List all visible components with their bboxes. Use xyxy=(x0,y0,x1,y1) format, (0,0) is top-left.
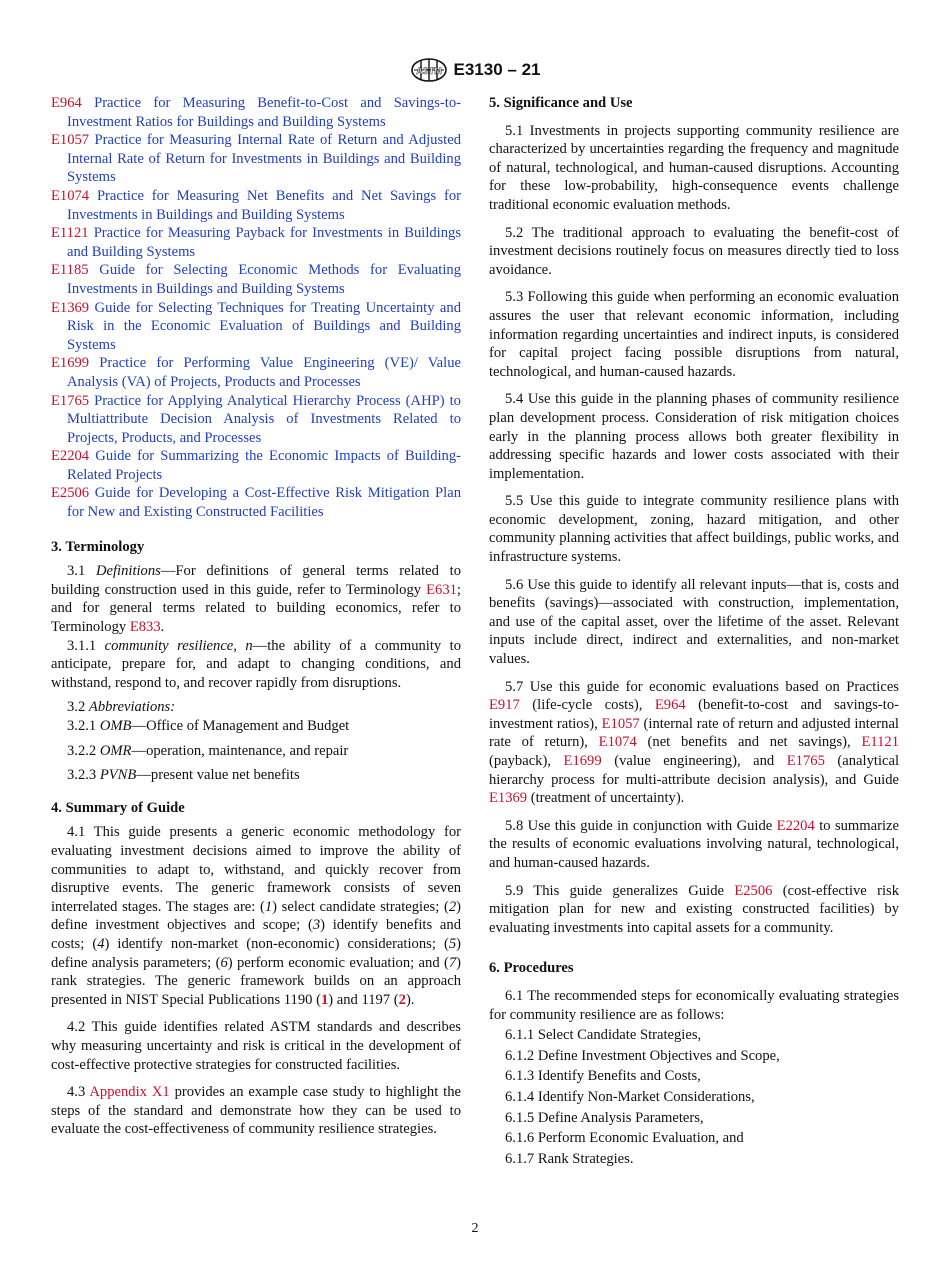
link-e1074[interactable]: E1074 xyxy=(598,734,637,751)
reference-item[interactable]: E1057 Practice for Measuring Internal Rate of Return and Adjusted Internal Rate of Return for Investments in Buildings and Building Systems xyxy=(51,132,461,186)
paragraph-5-2: 5.2 The traditional approach to evaluating the benefit-cost of investment decisions routinely focus on measures directly tied to loss avoidance. xyxy=(489,224,899,278)
svg-text:ASTM: ASTM xyxy=(415,66,442,76)
procedure-step: 6.1.6 Perform Economic Evaluation, and xyxy=(505,1130,744,1147)
procedure-step: 6.1.1 Select Candidate Strategies, xyxy=(505,1027,702,1044)
paragraph-5-8: 5.8 Use this guide in conjunction with Guide E2204 to summarize the results of economic evaluations involving natural, technological, and human-caused hazards. xyxy=(489,817,899,871)
procedure-step: 6.1.3 Identify Benefits and Costs, xyxy=(505,1068,701,1085)
link-e631[interactable]: E631 xyxy=(426,581,457,598)
link-e917[interactable]: E917 xyxy=(489,697,520,714)
paragraph-4-1: 4.1 This guide presents a generic economic methodology for evaluating investment decisions aimed to improve the ability of communities to adapt to, withstand, and quickly recover from disruptive events. The generic framework consists of seven interrelated stages. The stages are: (1) select candidate strategies; (2) define investment objectives and scope; (3) identify benefits and costs; (4) identify non-market (non-economic) considerations; (5) define analysis parameters; (6) perform economic evaluation; and (7) rank strategies. The generic framework builds on an approach presented in NIST Special Publications 1190 (1) and 1197 (2). xyxy=(51,824,462,1008)
procedure-step: 6.1.4 Identify Non-Market Considerations, xyxy=(505,1088,755,1105)
link-e964[interactable]: E964 xyxy=(654,697,686,714)
reference-item[interactable]: E964 Practice for Measuring Benefit-to-Cost and Savings-to-Investment Ratios for Buildings and Building Systems xyxy=(51,95,461,130)
reference-item[interactable]: E1699 Practice for Performing Value Engineering (VE)/ Value Analysis (VA) of Projects, Products and Processes xyxy=(51,355,461,390)
link-e2204[interactable]: E2204 xyxy=(776,817,815,834)
paragraph-5-9: 5.9 This guide generalizes Guide E2506 (cost-effective risk mitigation plan for new and existing constructed facilities) by evaluating investments into capital assets for a community. xyxy=(489,882,900,936)
document-id: E3130 – 21 xyxy=(453,59,541,79)
link-e1699[interactable]: E1699 xyxy=(563,753,602,769)
paragraph-3-1-1: 3.1.1 community resilience, n—the ability of a community to anticipate, prepare for, and adapt to changing conditions, and withstand, respond to, and recover rapidly from disruptions. xyxy=(51,637,461,691)
reference-item[interactable]: E1765 Practice for Applying Analytical Hierarchy Process (AHP) to Multiattribute Decision Analysis of Investments Related to Projects, Products, and Processes xyxy=(51,392,461,446)
reference-item[interactable]: E1369 Guide for Selecting Techniques for Treating Uncertainty and Risk in the Economic Evaluation of Buildings and Building Systems xyxy=(51,299,462,353)
section-heading-significance: 5. Significance and Use xyxy=(489,95,633,111)
procedure-step: 6.1.5 Define Analysis Parameters, xyxy=(505,1109,704,1126)
page-header xyxy=(0,57,950,89)
abbreviation-item: 3.2.1 OMB—Office of Management and Budget xyxy=(67,718,350,734)
reference-list xyxy=(51,94,461,522)
paragraph-5-6: 5.6 Use this guide to identify all relevant inputs—that is, costs and benefits (savings)—associated with construction, implementation, and use of the capital asset, over the lifetime of the asset. Relevant inputs include direct, indirect and externalities, and non-market values. xyxy=(489,576,899,668)
reference-item[interactable]: E1121 Practice for Measuring Payback for Investments in Buildings and Building Systems xyxy=(51,225,462,260)
reference-item[interactable]: E1074 Practice for Measuring Net Benefits and Net Savings for Investments in Buildings and Building Systems xyxy=(51,187,461,223)
paragraph-5-7: 5.7 Use this guide for economic evaluations based on Practices E917 (life-cycle costs), E964 (benefit-to-cost and savings-to-investment ratios), E1057 (internal rate of return and adjusted internal rate of return), E1074 (net benefits and net savings), E1121 (payback), E1699 (value engineering), and E1765 (analytical hierarchy process for multi-attribute decision analysis), and Guide E1369 (treatment of uncertainty). xyxy=(489,678,900,807)
link-e1057[interactable]: E1057 xyxy=(601,715,640,732)
abbreviation-item: 3.2.2 OMR—operation, maintenance, and repair xyxy=(67,742,349,759)
astm-logo-icon xyxy=(410,57,448,83)
reference-item[interactable]: E2506 Guide for Developing a Cost-Effective Risk Mitigation Plan for New and Existing Constructed Facilities xyxy=(51,485,461,521)
link-e1121[interactable]: E1121 xyxy=(861,734,899,751)
citation-link[interactable]: 2 xyxy=(398,991,406,1008)
paragraph-5-5: 5.5 Use this guide to integrate community resilience plans with economic development, zoning, hazard mitigation, and other community planning activities that affect buildings, public works, and infrastructure systems. xyxy=(489,493,899,566)
paragraph-5-3: 5.3 Following this guide when performing an economic evaluation assures the user that relevant economic information, including information regarding uncertainties and indirect inputs, is considered for capital project facing possible disruptions from natural, technological, and human-caused hazards. xyxy=(489,289,899,380)
link-e1765[interactable]: E1765 xyxy=(786,753,825,769)
right-column xyxy=(489,94,899,1168)
procedure-step: 6.1.2 Define Investment Objectives and Scope, xyxy=(505,1047,780,1064)
reference-item[interactable]: E1185 Guide for Selecting Economic Methods for Evaluating Investments in Buildings and Building Systems xyxy=(51,262,461,297)
reference-item[interactable]: E2204 Guide for Summarizing the Economic Impacts of Building-Related Projects xyxy=(51,448,461,483)
paragraph-5-4: 5.4 Use this guide in the planning phases of community resilience plan development process. Consideration of risk mitigation choices early in the planning process allows both greater flexibility in addressing specific hazards and lower costs associated with their implementation. xyxy=(489,391,899,482)
section-heading-summary: 4. Summary of Guide xyxy=(51,799,185,816)
paragraph-5-1: 5.1 Investments in projects supporting community resilience are characterized by uncertainties regarding the frequency and magnitude of natural, technological, and human-caused disruptions. Accounting for these low-probability, high-consequence events challenge traditional economic evaluation methods. xyxy=(489,122,899,213)
citation-link[interactable]: 1 xyxy=(320,991,329,1008)
procedure-step: 6.1.7 Rank Strategies. xyxy=(505,1150,634,1167)
page-number: 2 xyxy=(471,1221,479,1236)
link-e1369[interactable]: E1369 xyxy=(489,790,528,807)
link-appendix-x1[interactable]: Appendix X1 xyxy=(89,1084,170,1101)
link-e833[interactable]: E833 xyxy=(129,619,161,636)
left-column xyxy=(51,94,461,1139)
section-heading-terminology: 3. Terminology xyxy=(51,538,145,555)
paragraph-4-3: 4.3 Appendix X1 provides an example case study to highlight the steps of the standard and demonstrate how they can be used to evaluate the cost-effectiveness of community resilience strategies. xyxy=(51,1084,462,1138)
paragraph-4-2: 4.2 This guide identifies related ASTM standards and describes why measuring uncertainty and risk is critical in the development of cost-effective protective strategies for constructed facilities. xyxy=(51,1019,461,1073)
section-heading-procedures: 6. Procedures xyxy=(489,960,574,977)
abbreviation-item: 3.2.3 PVNB—present value net benefits xyxy=(67,767,300,784)
paragraph-3-2: 3.2 Abbreviations: xyxy=(67,699,176,716)
link-e2506[interactable]: E2506 xyxy=(734,882,773,899)
paragraph-6-1: 6.1 The recommended steps for economically evaluating strategies for community resilience are as follows: xyxy=(489,987,899,1023)
paragraph-3-1: 3.1 Definitions—For definitions of general terms related to building construction used in this guide, refer to Terminology E631; and for general terms related to building economics, refer to Terminology E833. xyxy=(51,563,461,636)
